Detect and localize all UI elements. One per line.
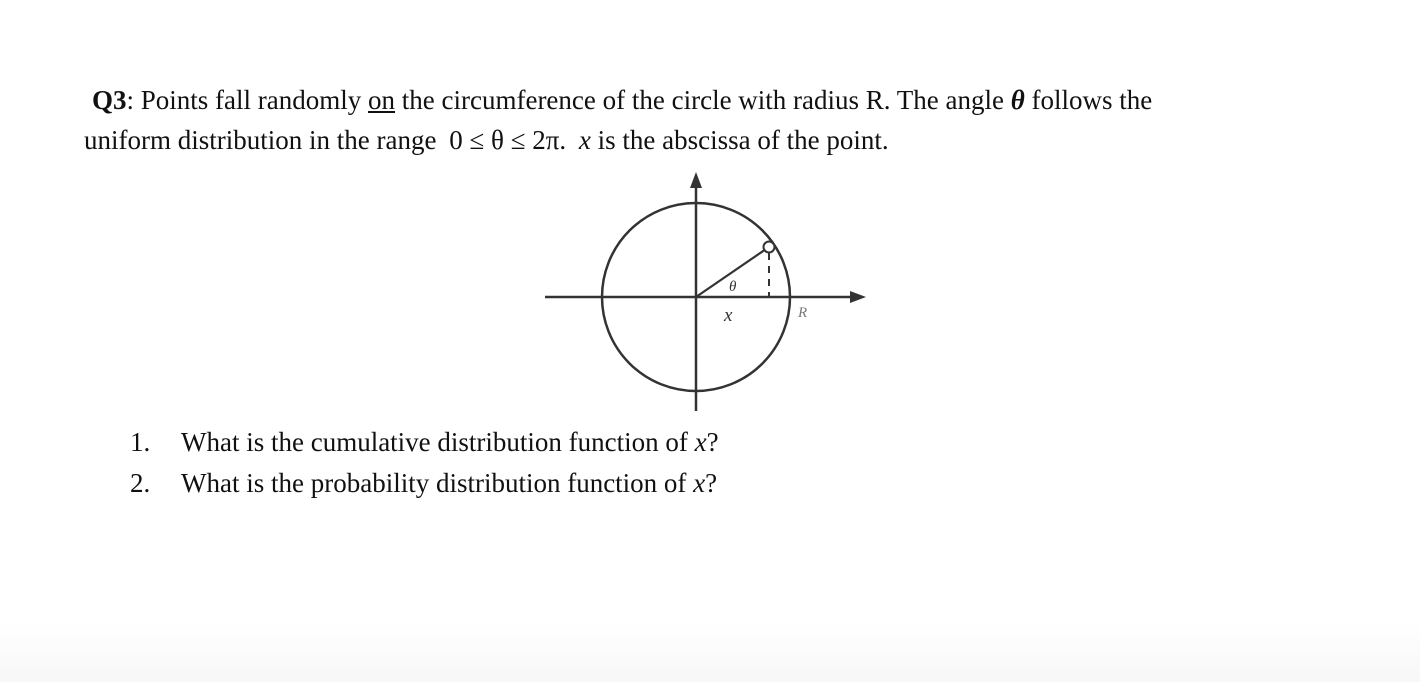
question-colon: :	[126, 85, 135, 115]
question-line-2	[84, 120, 1314, 160]
question-line-1	[84, 80, 1314, 120]
bottom-shade	[0, 622, 1420, 682]
x-label: x	[724, 305, 733, 326]
question-x-var: x	[578, 125, 591, 155]
range-expression-text: 0 ≤ θ ≤ 2π	[449, 125, 560, 155]
subquestion-var: x	[694, 427, 707, 457]
subquestion-text	[181, 422, 719, 463]
subquestion-list	[130, 422, 719, 504]
question-label: Q3	[92, 85, 127, 115]
range-period: .	[559, 125, 567, 155]
question-underlined-on: on	[368, 85, 396, 115]
y-axis-arrowhead	[690, 172, 702, 188]
question-text-2: the circumference of the circle with radius R. The angle	[395, 85, 1011, 115]
subquestion-text-after: ?	[706, 427, 719, 457]
question-block	[84, 80, 1314, 160]
question-text-3: follows the	[1024, 85, 1153, 115]
theta-label: θ	[729, 279, 737, 295]
circle-diagram	[540, 170, 870, 414]
subquestion-number: 2.	[130, 468, 151, 498]
x-axis-arrowhead	[850, 291, 866, 303]
subquestion-var: x	[693, 468, 706, 498]
point-marker	[764, 242, 775, 253]
x-axis	[545, 291, 866, 303]
y-axis	[690, 172, 702, 411]
subquestion-text-after: ?	[705, 468, 718, 498]
subquestion-text	[181, 463, 717, 504]
question-text-1: Points fall randomly	[134, 85, 369, 115]
subquestion-number: 1.	[130, 427, 151, 457]
subquestion-1	[130, 422, 719, 463]
question-text-5: is the abscissa of the point.	[590, 125, 889, 155]
radius-label: R	[798, 305, 808, 321]
range-expression	[449, 120, 566, 160]
subquestion-2	[130, 463, 719, 504]
question-theta: θ	[1010, 85, 1025, 115]
question-text-4: uniform distribution in the range	[84, 125, 437, 155]
subquestion-text-before: What is the probability distribution function of	[181, 468, 694, 498]
subquestion-text-before: What is the cumulative distribution function of	[181, 427, 695, 457]
